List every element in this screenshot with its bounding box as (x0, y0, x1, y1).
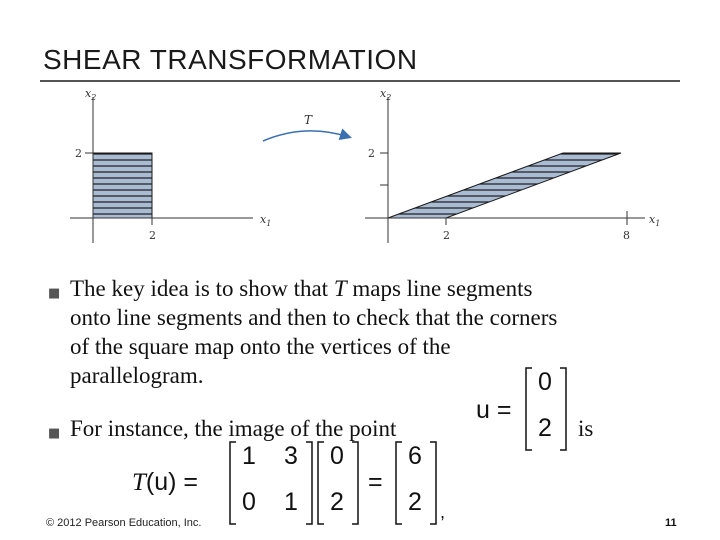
svg-text:x1 (260, 213, 271, 228)
left-y-tick: 2 (75, 147, 82, 160)
right-x-tick-2: 2 (443, 229, 450, 242)
bullet-1-line-2: onto line segments and then to check that the corners (70, 305, 558, 330)
unit-square (93, 153, 152, 218)
left-x-tick: 2 (149, 229, 156, 242)
bullet-2-tail: is (578, 416, 594, 441)
left-plot (70, 87, 271, 243)
trailing-comma: , (440, 502, 446, 522)
tu-lhs-arg: (u) = (145, 468, 199, 496)
sheared-parallelogram (388, 153, 621, 218)
matrix-1-1: 1 (242, 442, 256, 470)
title-underline (40, 80, 680, 82)
vector-entry-1: 0 (330, 442, 344, 470)
left-x-axis-label: x (260, 213, 267, 226)
u-vector-entry-2: 2 (538, 414, 552, 442)
bullet-1-line-1: The key idea is to show that T maps line segments (70, 276, 533, 301)
bullet-2-line-1: For instance, the image of the point (70, 416, 397, 441)
matrix-brackets (228, 440, 314, 526)
left-y-axis-label: x (85, 87, 92, 100)
right-y-axis-sub: 2 (386, 93, 392, 102)
matrix-2-2: 1 (284, 488, 298, 516)
bullet-marker: ■ (48, 426, 61, 441)
matrix-2-1: 0 (242, 488, 256, 516)
matrix-1-2: 3 (284, 442, 298, 470)
right-x-axis-sub: 1 (655, 219, 661, 228)
right-y-axis-label: x (380, 87, 387, 100)
tu-lhs-T: T (132, 469, 146, 496)
left-x-axis-sub: 1 (266, 219, 272, 228)
shear-figure (55, 85, 675, 245)
arrow-label: T (304, 113, 313, 127)
bullet-1-line-4: parallelogram. (70, 363, 204, 388)
copyright-footer: © 2012 Pearson Education, Inc. (46, 517, 202, 529)
right-x-tick-8: 8 (623, 229, 630, 242)
u-def-lhs: u = (476, 396, 512, 424)
svg-text:x2 (85, 87, 96, 102)
vector-entry-2: 2 (330, 488, 344, 516)
svg-text:x2 (380, 87, 391, 102)
result-entry-1: 6 (408, 442, 422, 470)
result-equals: = (368, 468, 383, 496)
svg-text:x1 (649, 213, 660, 228)
u-vector-entry-1: 0 (538, 368, 552, 396)
right-x-axis-label: x (649, 213, 656, 226)
left-y-axis-sub: 2 (91, 93, 97, 102)
right-plot (365, 87, 660, 243)
transform-arrow (263, 113, 349, 141)
bullet-1-line-3: of the square map onto the vertices of the (70, 334, 451, 359)
right-y-tick: 2 (368, 147, 375, 160)
page-number: 11 (665, 517, 677, 529)
slide-title: SHEAR TRANSFORMATION (43, 44, 418, 75)
bullet-marker: ■ (48, 286, 61, 301)
result-entry-2: 2 (408, 488, 422, 516)
arrow-curve (263, 131, 349, 141)
